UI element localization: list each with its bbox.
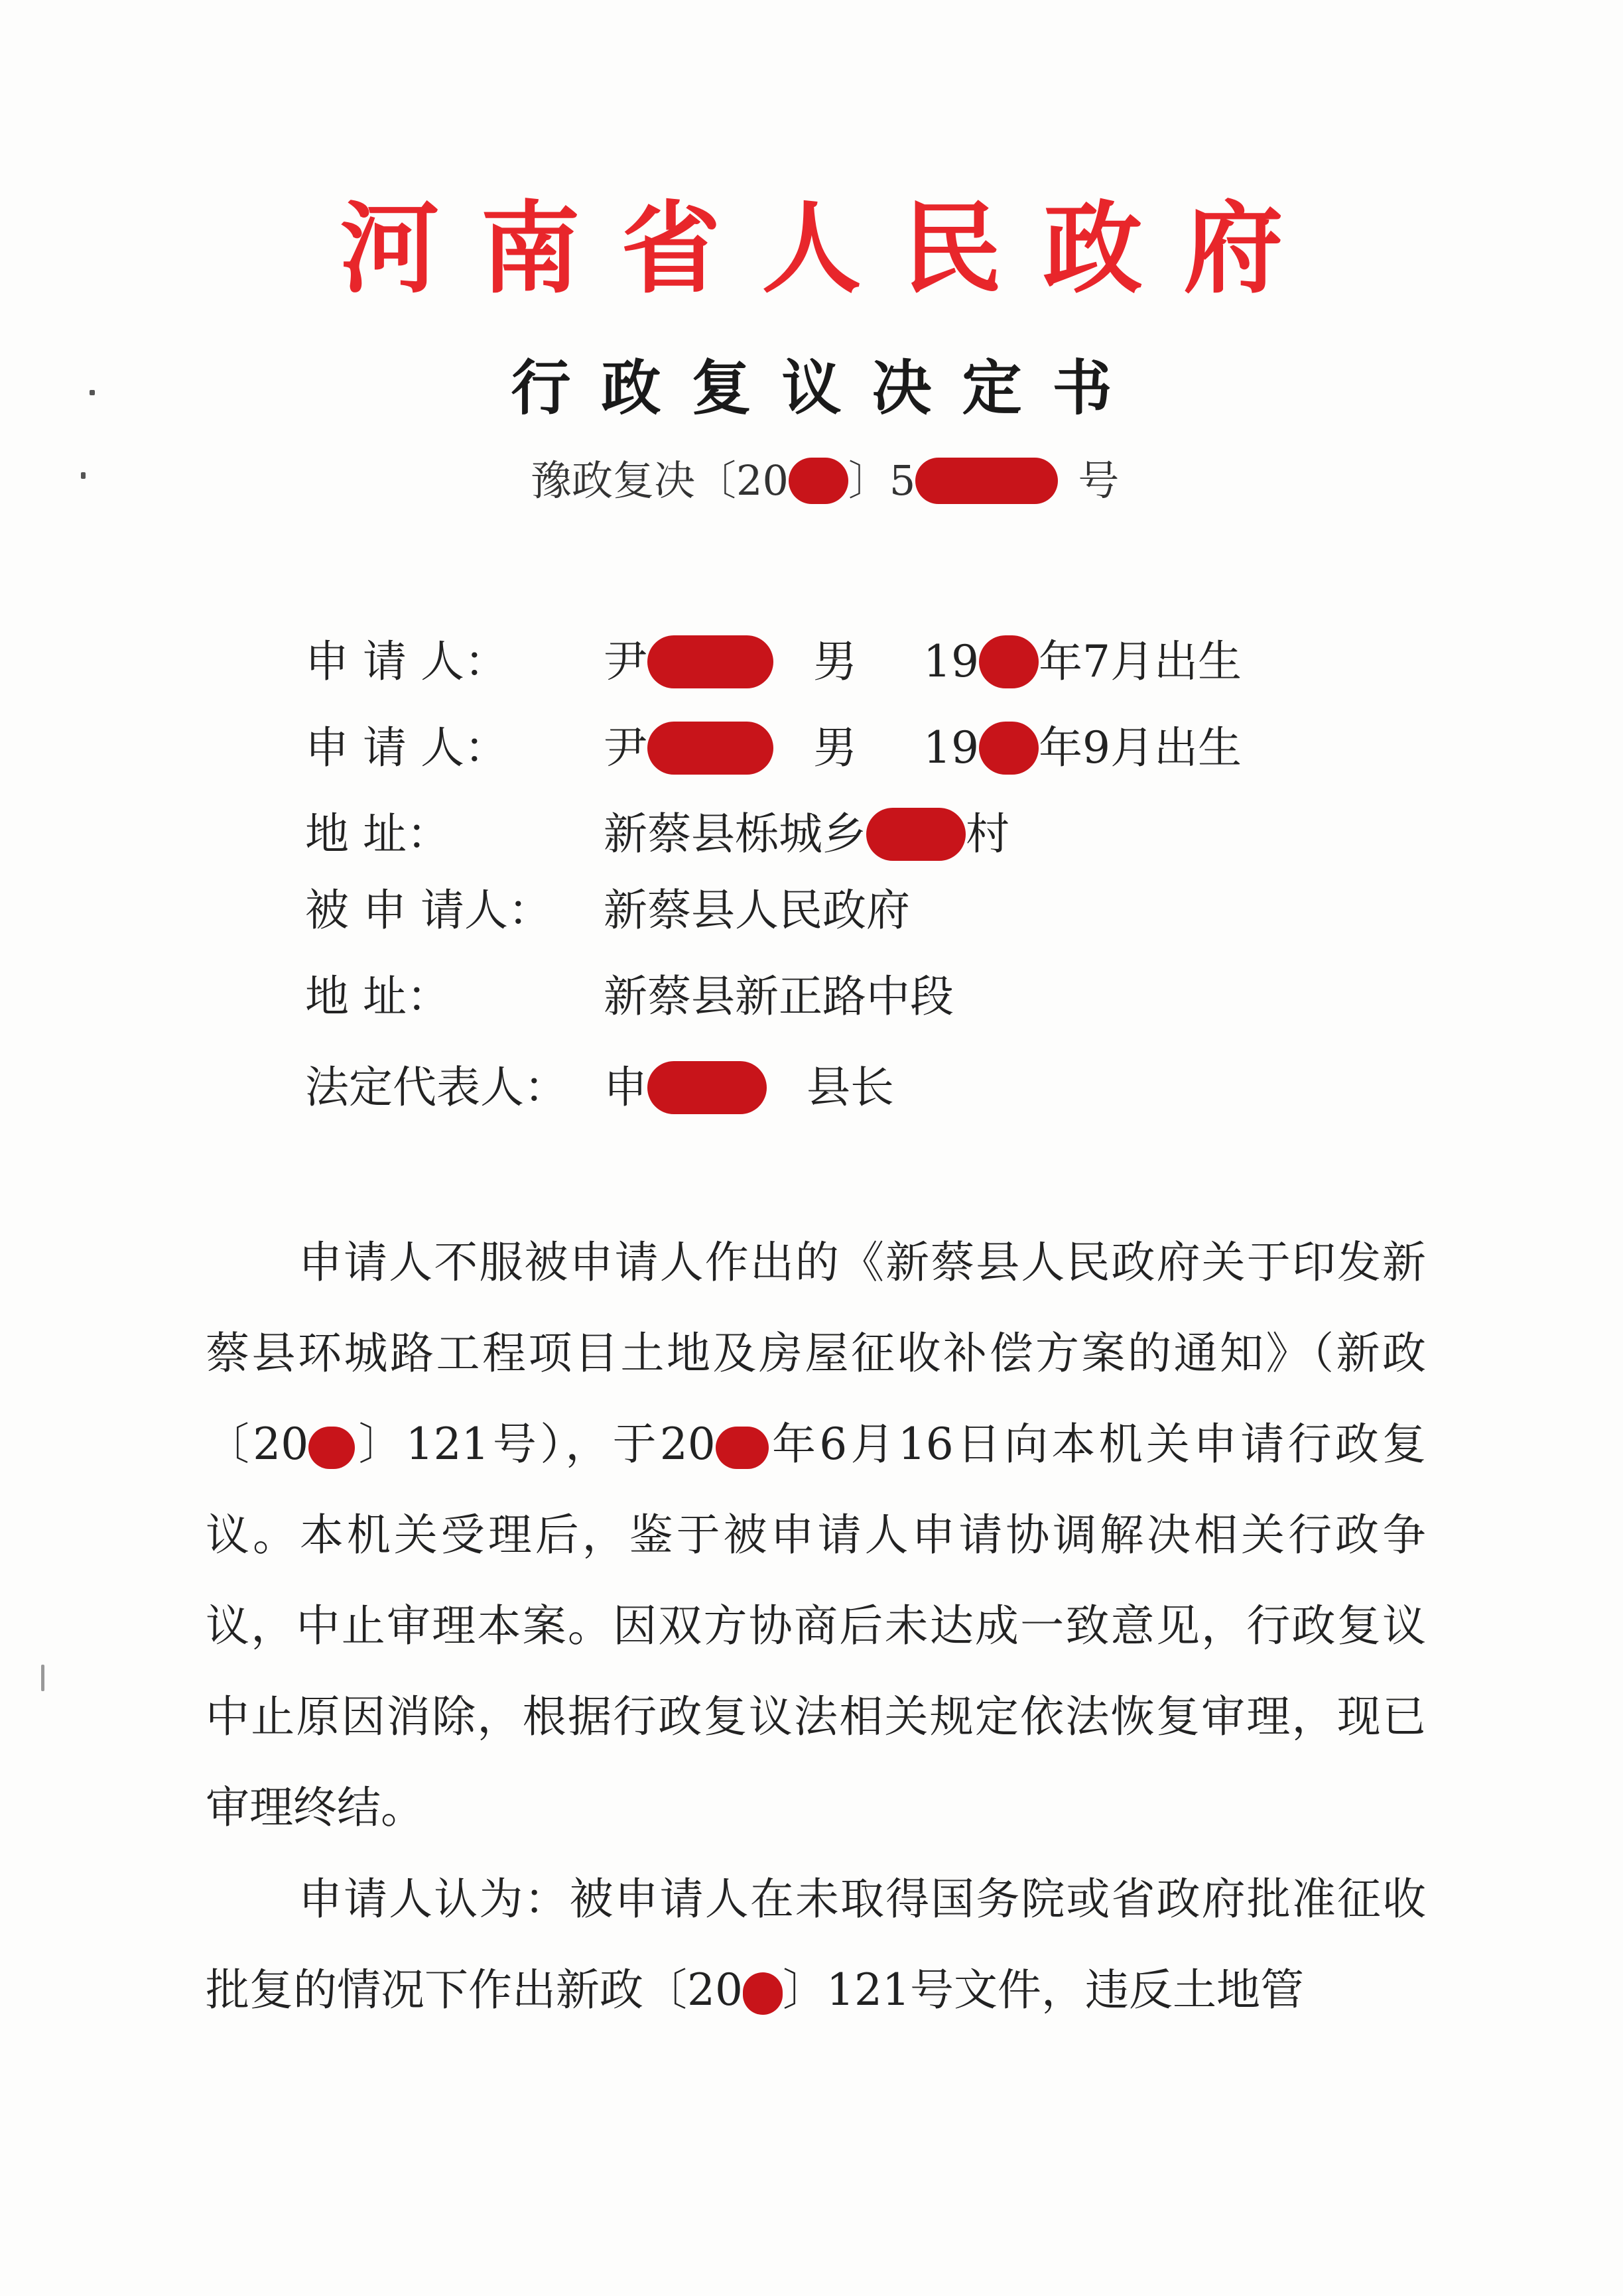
party-row-legal-representative [305,1061,894,1114]
party-birth-year: 19 [923,636,979,687]
party-birth-date: 年7月出生 [1038,636,1242,687]
doc-number-suffix: 号 [1078,456,1120,505]
party-label: 地 址： [305,971,450,1022]
para1-text-b: 〕121号），于20 [355,1419,716,1470]
party-address-tail: 村 [966,808,1009,860]
para1-text-c: 年6月16日向本机关申请行政复议。本机关受理后，鉴于被申请人申请协调解决相关行政争议，中止审理本案。因双方协商后未达成一致意见，行政复议中止原因消除，根据行政复议法相关规定依法恢复审理，现已审理终结。 [206,1419,1426,1833]
party-title: 县长 [807,1062,894,1113]
scan-speck [41,1665,44,1691]
party-label: 被 申 请人： [305,885,552,936]
party-label: 申 请 人： [305,722,508,773]
redaction-mark [979,635,1039,688]
party-row-applicant-address [305,808,1009,861]
party-address: 新蔡县栎城乡 [604,808,866,860]
party-birth-year: 19 [923,722,979,773]
doc-number-prefix: 豫政复决〔20 [531,456,789,505]
document-type-title: 行政复议决定书 [511,353,1143,423]
body-paragraph-2 [206,1854,1426,2035]
para2-text-a: 申请人认为：被申请人在未取得国务院或省政府批准征收批复的情况下作出新政〔20 [206,1874,1426,2015]
party-gender: 男 [813,636,857,687]
scan-speck [81,472,86,479]
document-number [531,458,1119,504]
redaction-mark [647,722,773,775]
redaction-mark [979,722,1039,775]
redaction-mark [647,635,773,688]
issuer-title: 河南省人民政府 [340,190,1325,307]
party-row-respondent [305,885,910,936]
party-gender: 男 [813,722,857,773]
party-name: 尹 [604,636,647,687]
party-row-respondent-address [305,971,954,1022]
redaction-mark [915,458,1058,504]
doc-number-middle: 〕5 [848,456,916,505]
party-row-applicant-2 [305,722,1242,775]
party-label: 地 址： [305,808,450,860]
redaction-mark [866,808,966,861]
party-label: 申 请 人： [305,636,508,687]
para2-text-b: 〕121号文件，违反土地管 [782,1964,1304,2015]
redaction-mark [308,1427,355,1469]
body-paragraph-1 [206,1217,1426,1853]
party-name: 申 [604,1062,647,1113]
party-row-applicant-1 [305,635,1242,688]
redaction-mark [743,1972,783,2015]
para1-text-a: 申请人不服被申请人作出的《新蔡县人民政府关于印发新蔡县环城路工程项目土地及房屋征收补偿方案的通知》（新政〔20 [206,1237,1426,1470]
party-name: 新蔡县人民政府 [604,885,910,936]
redaction-mark [647,1061,767,1114]
party-label: 法定代表人： [305,1062,568,1113]
redaction-mark [789,458,848,504]
redaction-mark [716,1427,769,1469]
party-name: 尹 [604,722,647,773]
party-address: 新蔡县新正路中段 [604,971,954,1022]
party-birth-date: 年9月出生 [1038,722,1242,773]
